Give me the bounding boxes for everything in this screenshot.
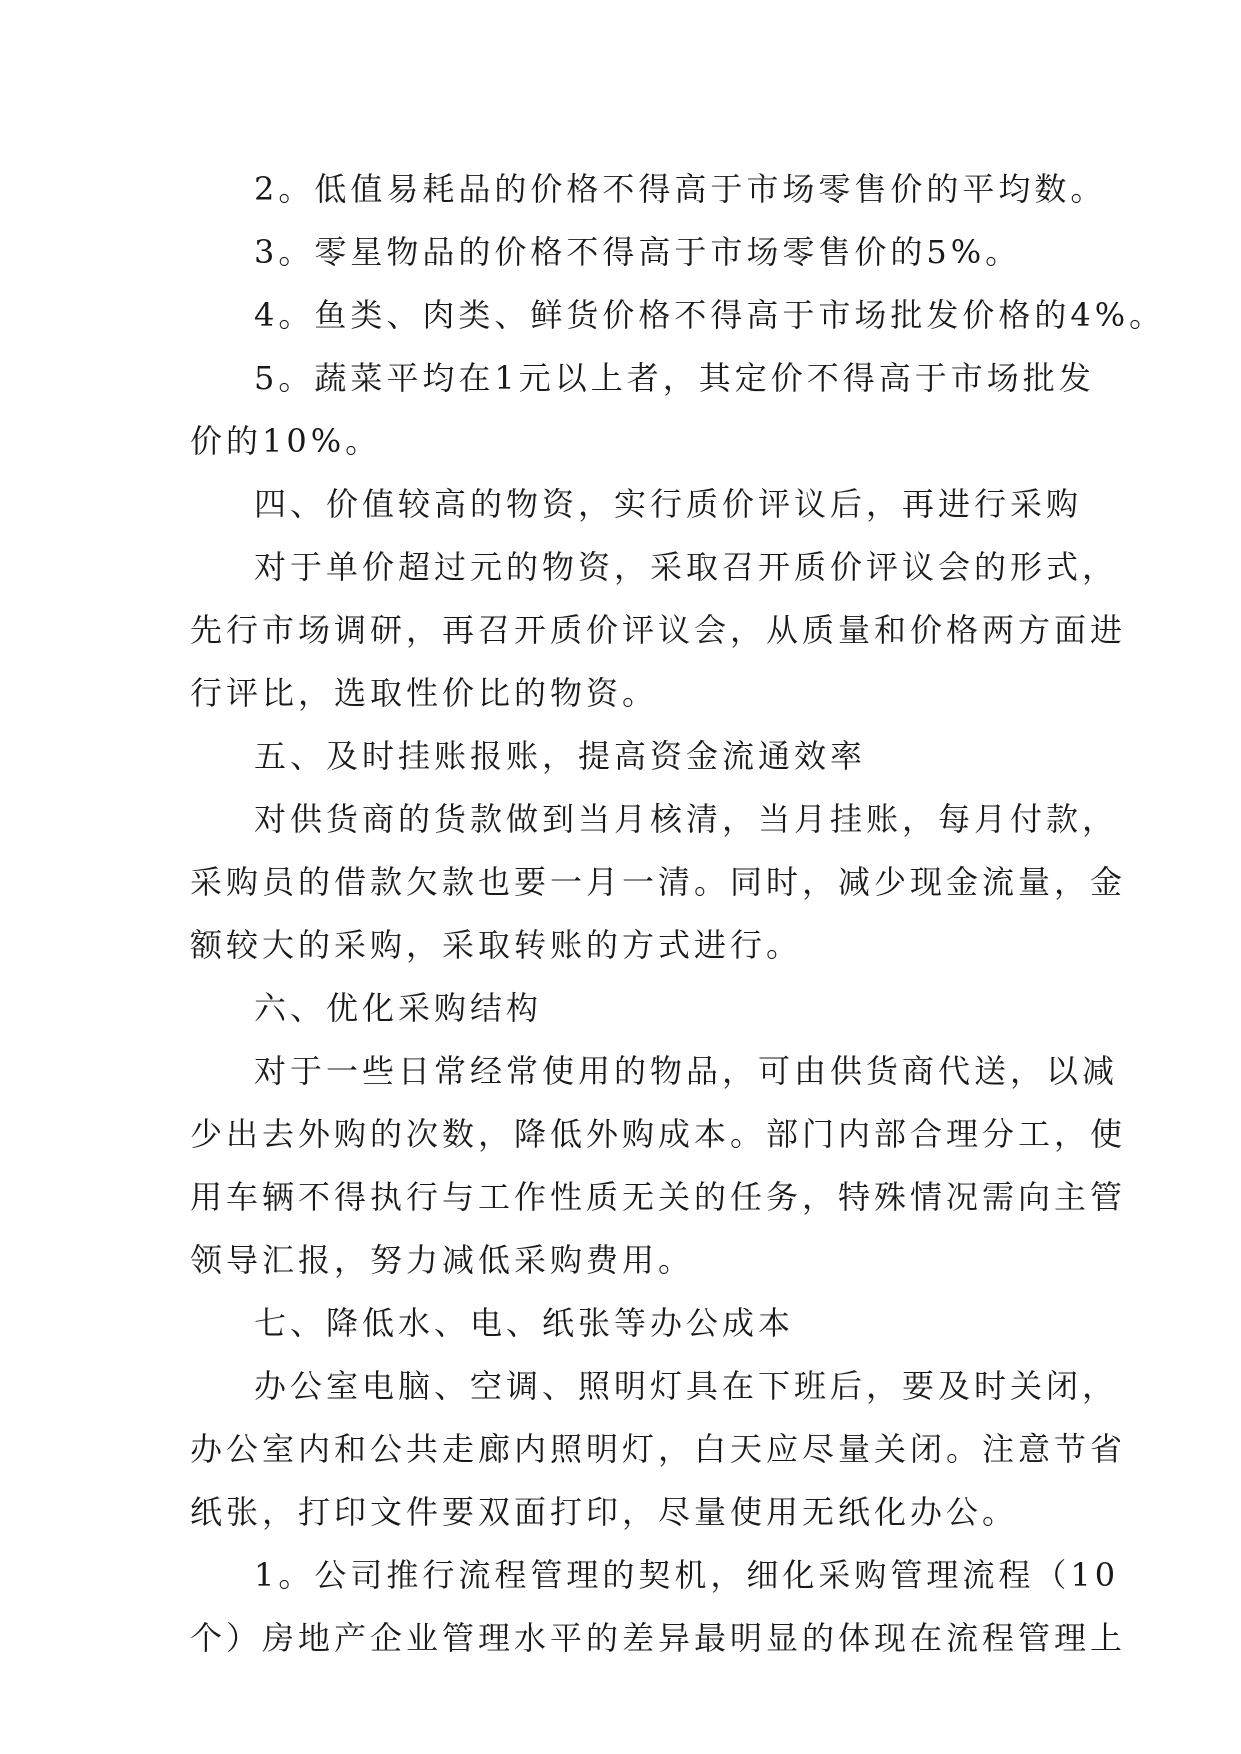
text-line: 2。低值易耗品的价格不得高于市场零售价的平均数。 <box>254 170 1107 208</box>
document-body <box>190 158 1166 1670</box>
text-line: 对供货商的货款做到当月核清，当月挂账，每月付款， <box>254 800 1119 838</box>
text-line: 先行市场调研，再召开质价评议会，从质量和价格两方面进 <box>190 611 1127 649</box>
text-line: 行评比，选取性价比的物资。 <box>190 674 659 712</box>
text-line: 少出去外购的次数，降低外购成本。部门内部合理分工，使 <box>190 1115 1127 1153</box>
section-heading: 四、价值较高的物资，实行质价评议后，再进行采购 <box>254 485 1083 523</box>
text-line: 价的10%。 <box>190 422 382 460</box>
text-line: 对于单价超过元的物资，采取召开质价评议会的形式， <box>254 548 1119 586</box>
text-line: 采购员的借款欠款也要一月一清。同时，减少现金流量，金 <box>190 863 1127 901</box>
text-line: 额较大的采购，采取转账的方式进行。 <box>190 926 803 964</box>
text-line: 1。公司推行流程管理的契机，细化采购管理流程（10 <box>254 1556 1120 1594</box>
text-line: 用车辆不得执行与工作性质无关的任务，特殊情况需向主管 <box>190 1178 1127 1216</box>
text-line: 5。蔬菜平均在1元以上者，其定价不得高于市场批发 <box>254 359 1095 397</box>
section-heading: 五、及时挂账报账，提高资金流通效率 <box>254 737 867 775</box>
text-line: 4。鱼类、肉类、鲜货价格不得高于市场批发价格的4%。 <box>254 296 1166 334</box>
section-heading: 七、降低水、电、纸张等办公成本 <box>254 1304 795 1342</box>
text-line: 领导汇报，努力减低采购费用。 <box>190 1241 695 1279</box>
text-line: 办公室内和公共走廊内照明灯，白天应尽量关闭。注意节省 <box>190 1430 1127 1468</box>
text-line: 纸张，打印文件要双面打印，尽量使用无纸化办公。 <box>190 1493 1019 1531</box>
section-heading: 六、优化采购结构 <box>254 989 543 1027</box>
text-line: 办公室电脑、空调、照明灯具在下班后，要及时关闭， <box>254 1367 1119 1405</box>
text-line: 对于一些日常经常使用的物品，可由供货商代送，以减 <box>254 1052 1119 1090</box>
text-line: 3。零星物品的价格不得高于市场零售价的5%。 <box>254 233 1022 271</box>
text-line: 个）房地产企业管理水平的差异最明显的体现在流程管理上 <box>190 1619 1127 1657</box>
